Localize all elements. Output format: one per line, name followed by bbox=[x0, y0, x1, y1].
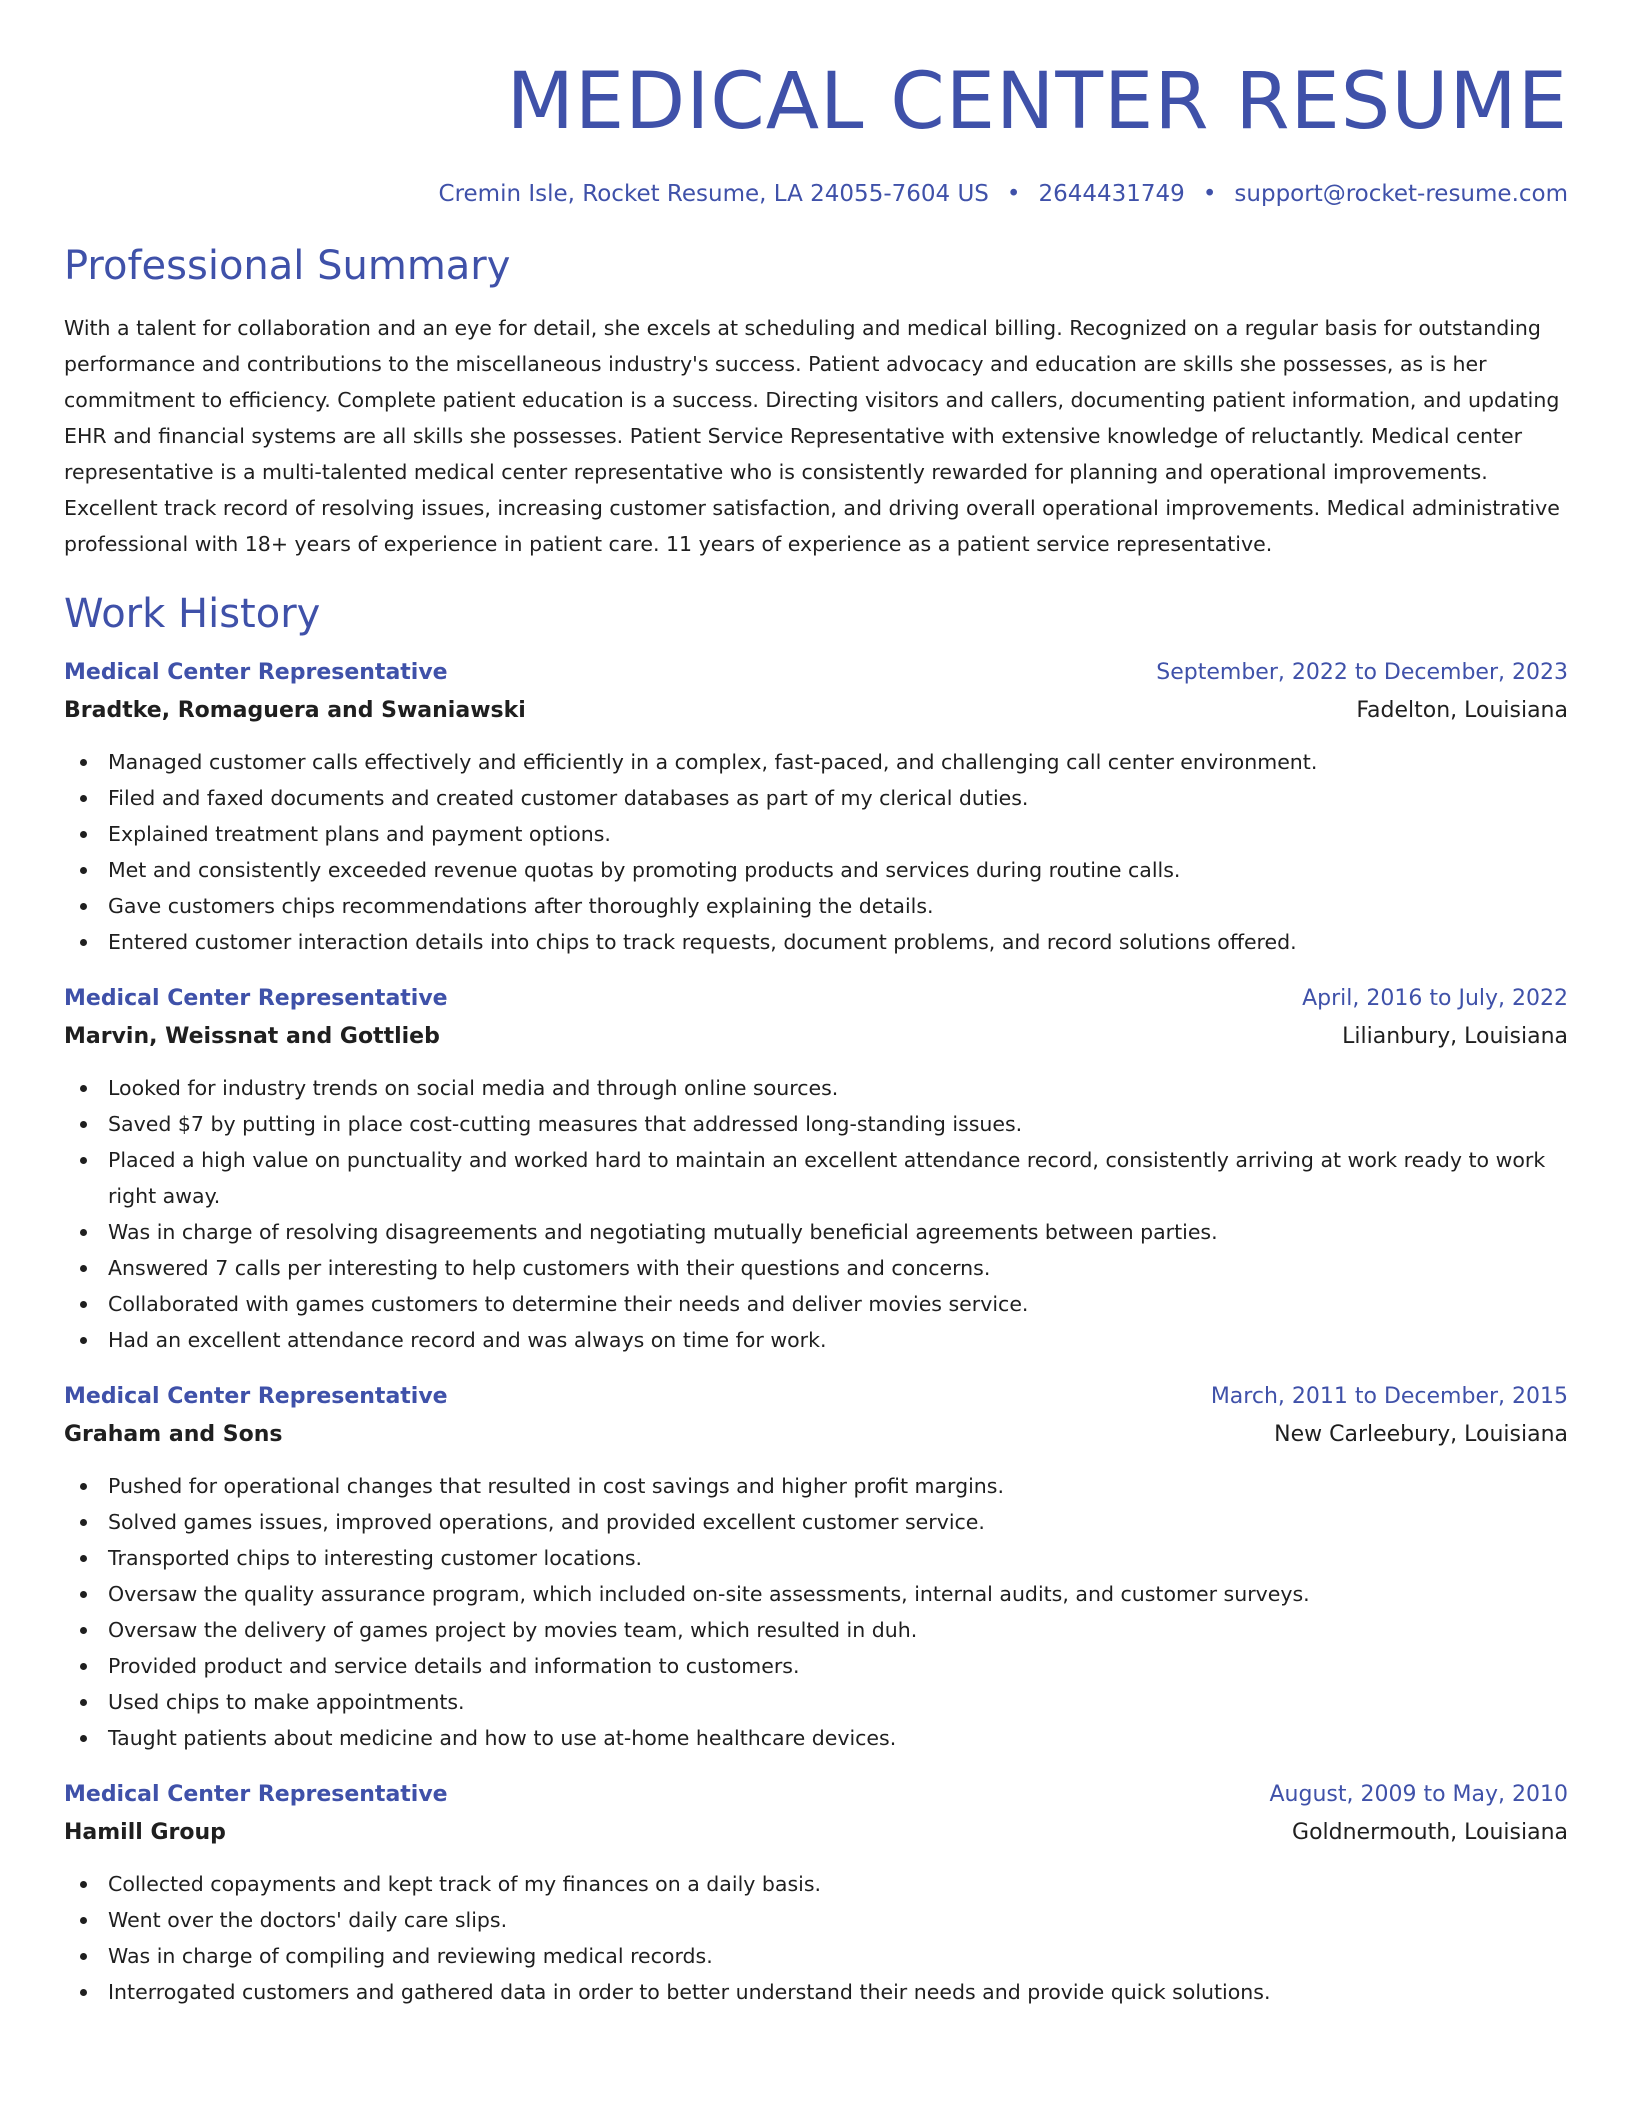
job-title-row bbox=[64, 1378, 1568, 1416]
job-title-row bbox=[64, 980, 1568, 1018]
job-bullet: Oversaw the delivery of games project by movies team, which resulted in duh. bbox=[64, 1612, 1568, 1648]
job-bullet: Filed and faxed documents and created customer databases as part of my clerical duties. bbox=[64, 780, 1568, 816]
job-bullet: Provided product and service details and information to customers. bbox=[64, 1648, 1568, 1684]
job-bullet: Interrogated customers and gathered data in order to better understand their needs and provide quick solutions. bbox=[64, 1974, 1568, 2010]
contact-separator: • bbox=[1202, 181, 1217, 207]
job-bullet: Placed a high value on punctuality and worked hard to maintain an excellent attendance record, consistently arriving at work ready to work right away. bbox=[64, 1142, 1568, 1214]
job-bullet: Had an excellent attendance record and was always on time for work. bbox=[64, 1322, 1568, 1358]
job-bullet: Gave customers chips recommendations after thoroughly explaining the details. bbox=[64, 888, 1568, 924]
job-bullet: Used chips to make appointments. bbox=[64, 1684, 1568, 1720]
job-entry bbox=[64, 654, 1568, 960]
resume-name: MEDICAL CENTER RESUME bbox=[506, 57, 1568, 147]
job-bullets bbox=[64, 1070, 1568, 1358]
job-bullet: Went over the doctors' daily care slips. bbox=[64, 1902, 1568, 1938]
job-location: Fadelton, Louisiana bbox=[1356, 698, 1568, 723]
job-company-row bbox=[64, 1814, 1568, 1852]
job-dates: March, 2011 to December, 2015 bbox=[1210, 1384, 1568, 1409]
work-history-heading: Work History bbox=[64, 591, 321, 637]
job-bullet: Met and consistently exceeded revenue quotas by promoting products and services during routine calls. bbox=[64, 852, 1568, 888]
job-company-row bbox=[64, 1018, 1568, 1056]
summary-section bbox=[64, 240, 1568, 562]
job-location: Goldnermouth, Louisiana bbox=[1292, 1820, 1568, 1845]
job-dates: September, 2022 to December, 2023 bbox=[1156, 660, 1568, 685]
resume-header bbox=[64, 0, 1568, 210]
job-bullet: Solved games issues, improved operations, and provided excellent customer service. bbox=[64, 1504, 1568, 1540]
job-bullet: Collected copayments and kept track of my finances on a daily basis. bbox=[64, 1866, 1568, 1902]
job-entry bbox=[64, 980, 1568, 1358]
job-company: Marvin, Weissnat and Gottlieb bbox=[64, 1024, 440, 1049]
job-company: Hamill Group bbox=[64, 1820, 226, 1845]
job-title: Medical Center Representative bbox=[64, 1384, 448, 1409]
job-company-row bbox=[64, 1416, 1568, 1454]
job-title: Medical Center Representative bbox=[64, 986, 448, 1011]
job-bullet: Was in charge of resolving disagreements and negotiating mutually beneficial agreements between parties. bbox=[64, 1214, 1568, 1250]
contact-address: Cremin Isle, Rocket Resume, LA 24055-7604 US bbox=[438, 181, 989, 207]
job-bullet: Was in charge of compiling and reviewing medical records. bbox=[64, 1938, 1568, 1974]
job-bullet: Pushed for operational changes that resulted in cost savings and higher profit margins. bbox=[64, 1468, 1568, 1504]
job-entry bbox=[64, 1776, 1568, 2010]
job-bullets bbox=[64, 1866, 1568, 2010]
job-bullets bbox=[64, 1468, 1568, 1756]
job-title-row bbox=[64, 654, 1568, 692]
job-location: Lilianbury, Louisiana bbox=[1342, 1024, 1568, 1049]
job-location: New Carleebury, Louisiana bbox=[1274, 1422, 1568, 1447]
contact-email[interactable]: support@rocket-resume.com bbox=[1234, 181, 1568, 207]
job-bullet: Answered 7 calls per interesting to help customers with their questions and concerns. bbox=[64, 1250, 1568, 1286]
job-company-row bbox=[64, 692, 1568, 730]
job-company: Graham and Sons bbox=[64, 1422, 283, 1447]
job-company: Bradtke, Romaguera and Swaniawski bbox=[64, 698, 526, 723]
contact-separator: • bbox=[1006, 181, 1021, 207]
contact-line bbox=[64, 178, 1568, 210]
job-bullets bbox=[64, 744, 1568, 960]
job-bullet: Saved $7 by putting in place cost-cutting measures that addressed long-standing issues. bbox=[64, 1106, 1568, 1142]
job-bullet: Explained treatment plans and payment options. bbox=[64, 816, 1568, 852]
job-bullet: Oversaw the quality assurance program, which included on-site assessments, internal audits, and customer surveys. bbox=[64, 1576, 1568, 1612]
job-title-row bbox=[64, 1776, 1568, 1814]
job-bullet: Managed customer calls effectively and efficiently in a complex, fast-paced, and challenging call center environment. bbox=[64, 744, 1568, 780]
job-title: Medical Center Representative bbox=[64, 1782, 448, 1807]
job-bullet: Collaborated with games customers to determine their needs and deliver movies service. bbox=[64, 1286, 1568, 1322]
job-bullet: Taught patients about medicine and how to use at-home healthcare devices. bbox=[64, 1720, 1568, 1756]
job-title: Medical Center Representative bbox=[64, 660, 448, 685]
work-history-section bbox=[64, 588, 1568, 2010]
job-bullet: Transported chips to interesting customer locations. bbox=[64, 1540, 1568, 1576]
job-entry bbox=[64, 1378, 1568, 1756]
summary-heading: Professional Summary bbox=[64, 243, 511, 289]
summary-text: With a talent for collaboration and an eye for detail, she excels at scheduling and medical billing. Recognized on a regular basis for outstanding performance and contributions to the miscellaneous industry's success. Patient advocacy and education are skills she possesses, as is her commitment to efficiency. Complete patient education is a success. Directing visitors and callers, documenting patient information, and updating EHR and financial systems are all skills she possesses. Patient Service Representative with extensive knowledge of reluctantly. Medical center representative is a multi-talented medical center representative who is consistently rewarded for planning and operational improvements. Excellent track record of resolving issues, increasing customer satisfaction, and driving overall operational improvements. Medical administrative professional with 18+ years of experience in patient care. 11 years of experience as a patient service representative. bbox=[64, 316, 1560, 556]
job-dates: April, 2016 to July, 2022 bbox=[1302, 986, 1568, 1011]
contact-phone: 2644431749 bbox=[1038, 181, 1185, 207]
job-dates: August, 2009 to May, 2010 bbox=[1269, 1782, 1568, 1807]
job-bullet: Entered customer interaction details into chips to track requests, document problems, and record solutions offered. bbox=[64, 924, 1568, 960]
job-bullet: Looked for industry trends on social media and through online sources. bbox=[64, 1070, 1568, 1106]
